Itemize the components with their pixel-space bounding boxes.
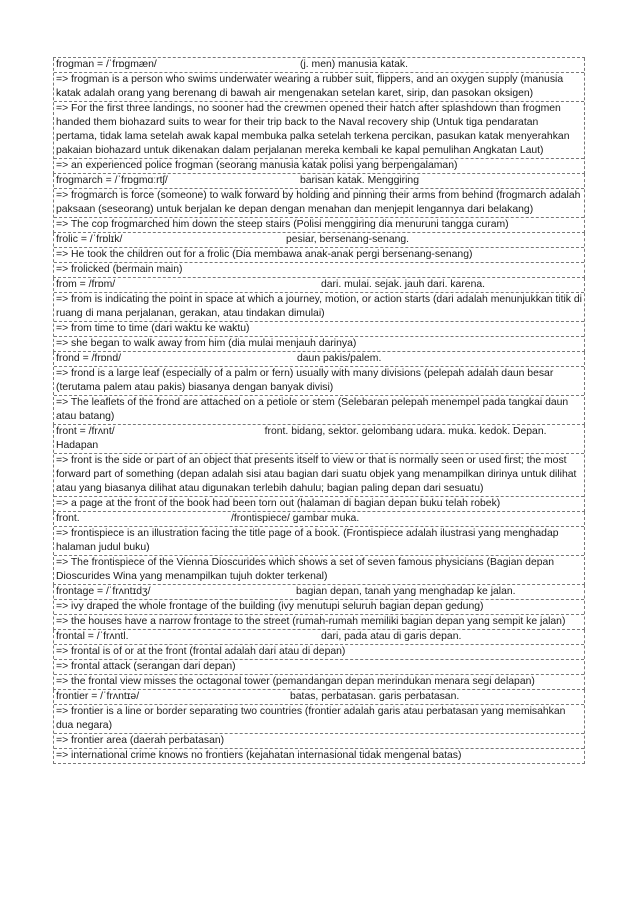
- example-line: => frontier area (daerah perbatasan): [54, 734, 584, 749]
- example-line: => The frontispiece of the Vienna Dioscurides which shows a set of seven famous physicians (Bagian depan Dioscurides Wina yang menampilkan tujuh dokter terkenal): [56, 557, 557, 582]
- meaning: dari. mulai. sejak. jauh dari. karena.: [321, 279, 486, 290]
- definition-line: => from is indicating the point in space at which a journey, motion, or action starts (dari adalah menunjukkan titik di ruang di mana perjalanan, gerakan, atau tindakan dimulai): [54, 293, 584, 322]
- entry-header: [54, 174, 584, 189]
- entry-header: [54, 585, 584, 600]
- entry-header: [54, 58, 584, 73]
- example-line: => the houses have a narrow frontage to the street (rumah-rumah memiliki bagian depan yang sempit ke jalan): [56, 616, 566, 627]
- meaning: barisan katak. Menggiring: [300, 175, 419, 186]
- definition-line: => frontispiece is an illustration facing the title page of a book. (Frontispiece adalah ilustrasi yang menghadap halaman judul buku): [54, 527, 584, 556]
- entry-front: [53, 425, 585, 512]
- meaning: front. bidang, sektor. gelombang udara. muka. kedok. Depan. Hadapan: [56, 426, 550, 451]
- entry-header: [54, 278, 584, 293]
- headword: frontage = /ˈfrʌntɪdʒ/: [56, 586, 151, 597]
- entry-header: [54, 352, 584, 367]
- definition-line: => frontier is a line or border separating two countries (frontier adalah garis atau perbatasan yang memisahkan dua negara): [54, 705, 584, 734]
- example-line: => For the first three landings, no sooner had the crewmen opened their hatch after splashdown than frogmen handed them biohazard suits to wear for their trip back to the Naval recovery ship (Untuk tiga pendaratan pertama, tidak lama setelah awak kapal membuka palka setelah terkena percikan, pasukan katak menyerahkan pakaian biohazard untuk dikenakan dalam perjalanan mereka kembali ke kapal pemulihan Angkatan Laut): [54, 102, 584, 159]
- example-line: => frolicked (bermain main): [56, 264, 183, 275]
- meaning: batas, perbatasan. garis perbatasan.: [290, 691, 460, 702]
- headword: frolic = /ˈfrɒlɪk/: [56, 234, 123, 245]
- entry-frond: [53, 352, 585, 425]
- entry-frontal: [53, 630, 585, 690]
- entry-header: [54, 512, 584, 527]
- meaning: daun pakis/palem.: [297, 353, 382, 364]
- definition-line: => front is the side or part of an object that presents itself to view or that is normally seen or used first; the most forward part of something (depan adalah sisi atau bagian dari suatu objek yang menampilkan dirinya untuk dilihat atau yang biasanya dilihat atau digunakan terlebih dahulu; bagian paling depan dari sesuatu): [54, 454, 584, 497]
- dictionary-entries: [53, 57, 585, 764]
- entry-frontage: [53, 585, 585, 630]
- headword: frontal = /ˈfrʌntl.: [56, 631, 129, 642]
- entry-frontier: [53, 690, 585, 764]
- headword: front.: [56, 513, 80, 524]
- meaning: pesiar, bersenang-senang.: [286, 234, 410, 245]
- example-line: => an experienced police frogman (seorang manusia katak polisi yang berpengalaman): [56, 160, 458, 171]
- headword: frontier = /ˈfrʌntɪə/: [56, 691, 140, 702]
- entry-from: [53, 278, 585, 352]
- entry-frogman: [53, 58, 585, 174]
- example-line: => The cop frogmarched him down the steep stairs (Polisi menggiring dia menuruni tangga curam): [56, 219, 509, 230]
- entry-frolic: [53, 233, 585, 278]
- entry-frogmarch: [53, 174, 585, 233]
- definition-line: => frontal is of or at the front (frontal adalah dari atau di depan): [54, 645, 584, 660]
- meaning: (j. men) manusia katak.: [300, 59, 408, 70]
- example-line: => international crime knows no frontiers (kejahatan internasional tidak mengenal batas): [56, 750, 462, 761]
- headword: from = /frɒm/: [56, 279, 116, 290]
- entry-header: [54, 233, 584, 248]
- entry-header: [54, 425, 584, 454]
- example-line: => ivy draped the whole frontage of the building (ivy menutupi seluruh bagian depan gedung): [54, 600, 584, 615]
- headword: frogman = /ˈfrɒɡmæn/: [56, 59, 157, 70]
- headword: frond = /frɒnd/: [56, 353, 121, 364]
- example-line: => frontal attack (serangan dari depan): [54, 660, 584, 675]
- entry-header: [54, 630, 584, 645]
- entry-header: [54, 690, 584, 705]
- example-line: => a page at the front of the book had been torn out (halaman di bagian depan buku telah robek): [56, 498, 501, 509]
- example-line: => The leaflets of the frond are attached on a petiole or stem (Selebaran pelepah menempel pada tangkai daun atau batang): [56, 397, 572, 422]
- meaning: dari, pada atau di garis depan.: [321, 631, 462, 642]
- meaning: bagian depan, tanah yang menghadap ke jalan.: [296, 586, 516, 597]
- meaning: /frontispiece/ gambar muka.: [231, 513, 360, 524]
- definition-line: => frogmarch is force (someone) to walk forward by holding and pinning their arms from behind (frogmarch adalah paksaan (seseorang) untuk berjalan ke depan dengan menahan dan menjepit lengannya dari belakang): [54, 189, 584, 218]
- headword: frogmarch = /ˈfrɒɡmɑːrtʃ/: [56, 175, 168, 186]
- example-line: => the frontal view misses the octagonal tower (pemandangan depan merindukan menara segi delapan): [56, 676, 535, 687]
- definition-line: => frogman is a person who swims underwater wearing a rubber suit, flippers, and an oxygen supply (manusia katak adalah orang yang berenang di bawah air mengenakan setelan karet, sirip, dan pasokan oksigen): [54, 73, 584, 102]
- example-line: => He took the children out for a frolic (Dia membawa anak-anak pergi bersenang-senang): [54, 248, 584, 263]
- definition-line: => frond is a large leaf (especially of a palm or fern) usually with many divisions (pelepah adalah daun besar (terutama palem atau pakis) biasanya dengan banyak divisi): [54, 367, 584, 396]
- headword: front = /frʌnt/: [56, 426, 115, 437]
- example-line: => she began to walk away from him (dia mulai menjauh darinya): [56, 338, 357, 349]
- example-line: => from time to time (dari waktu ke waktu): [54, 322, 584, 337]
- entry-frontispiece: [53, 512, 585, 585]
